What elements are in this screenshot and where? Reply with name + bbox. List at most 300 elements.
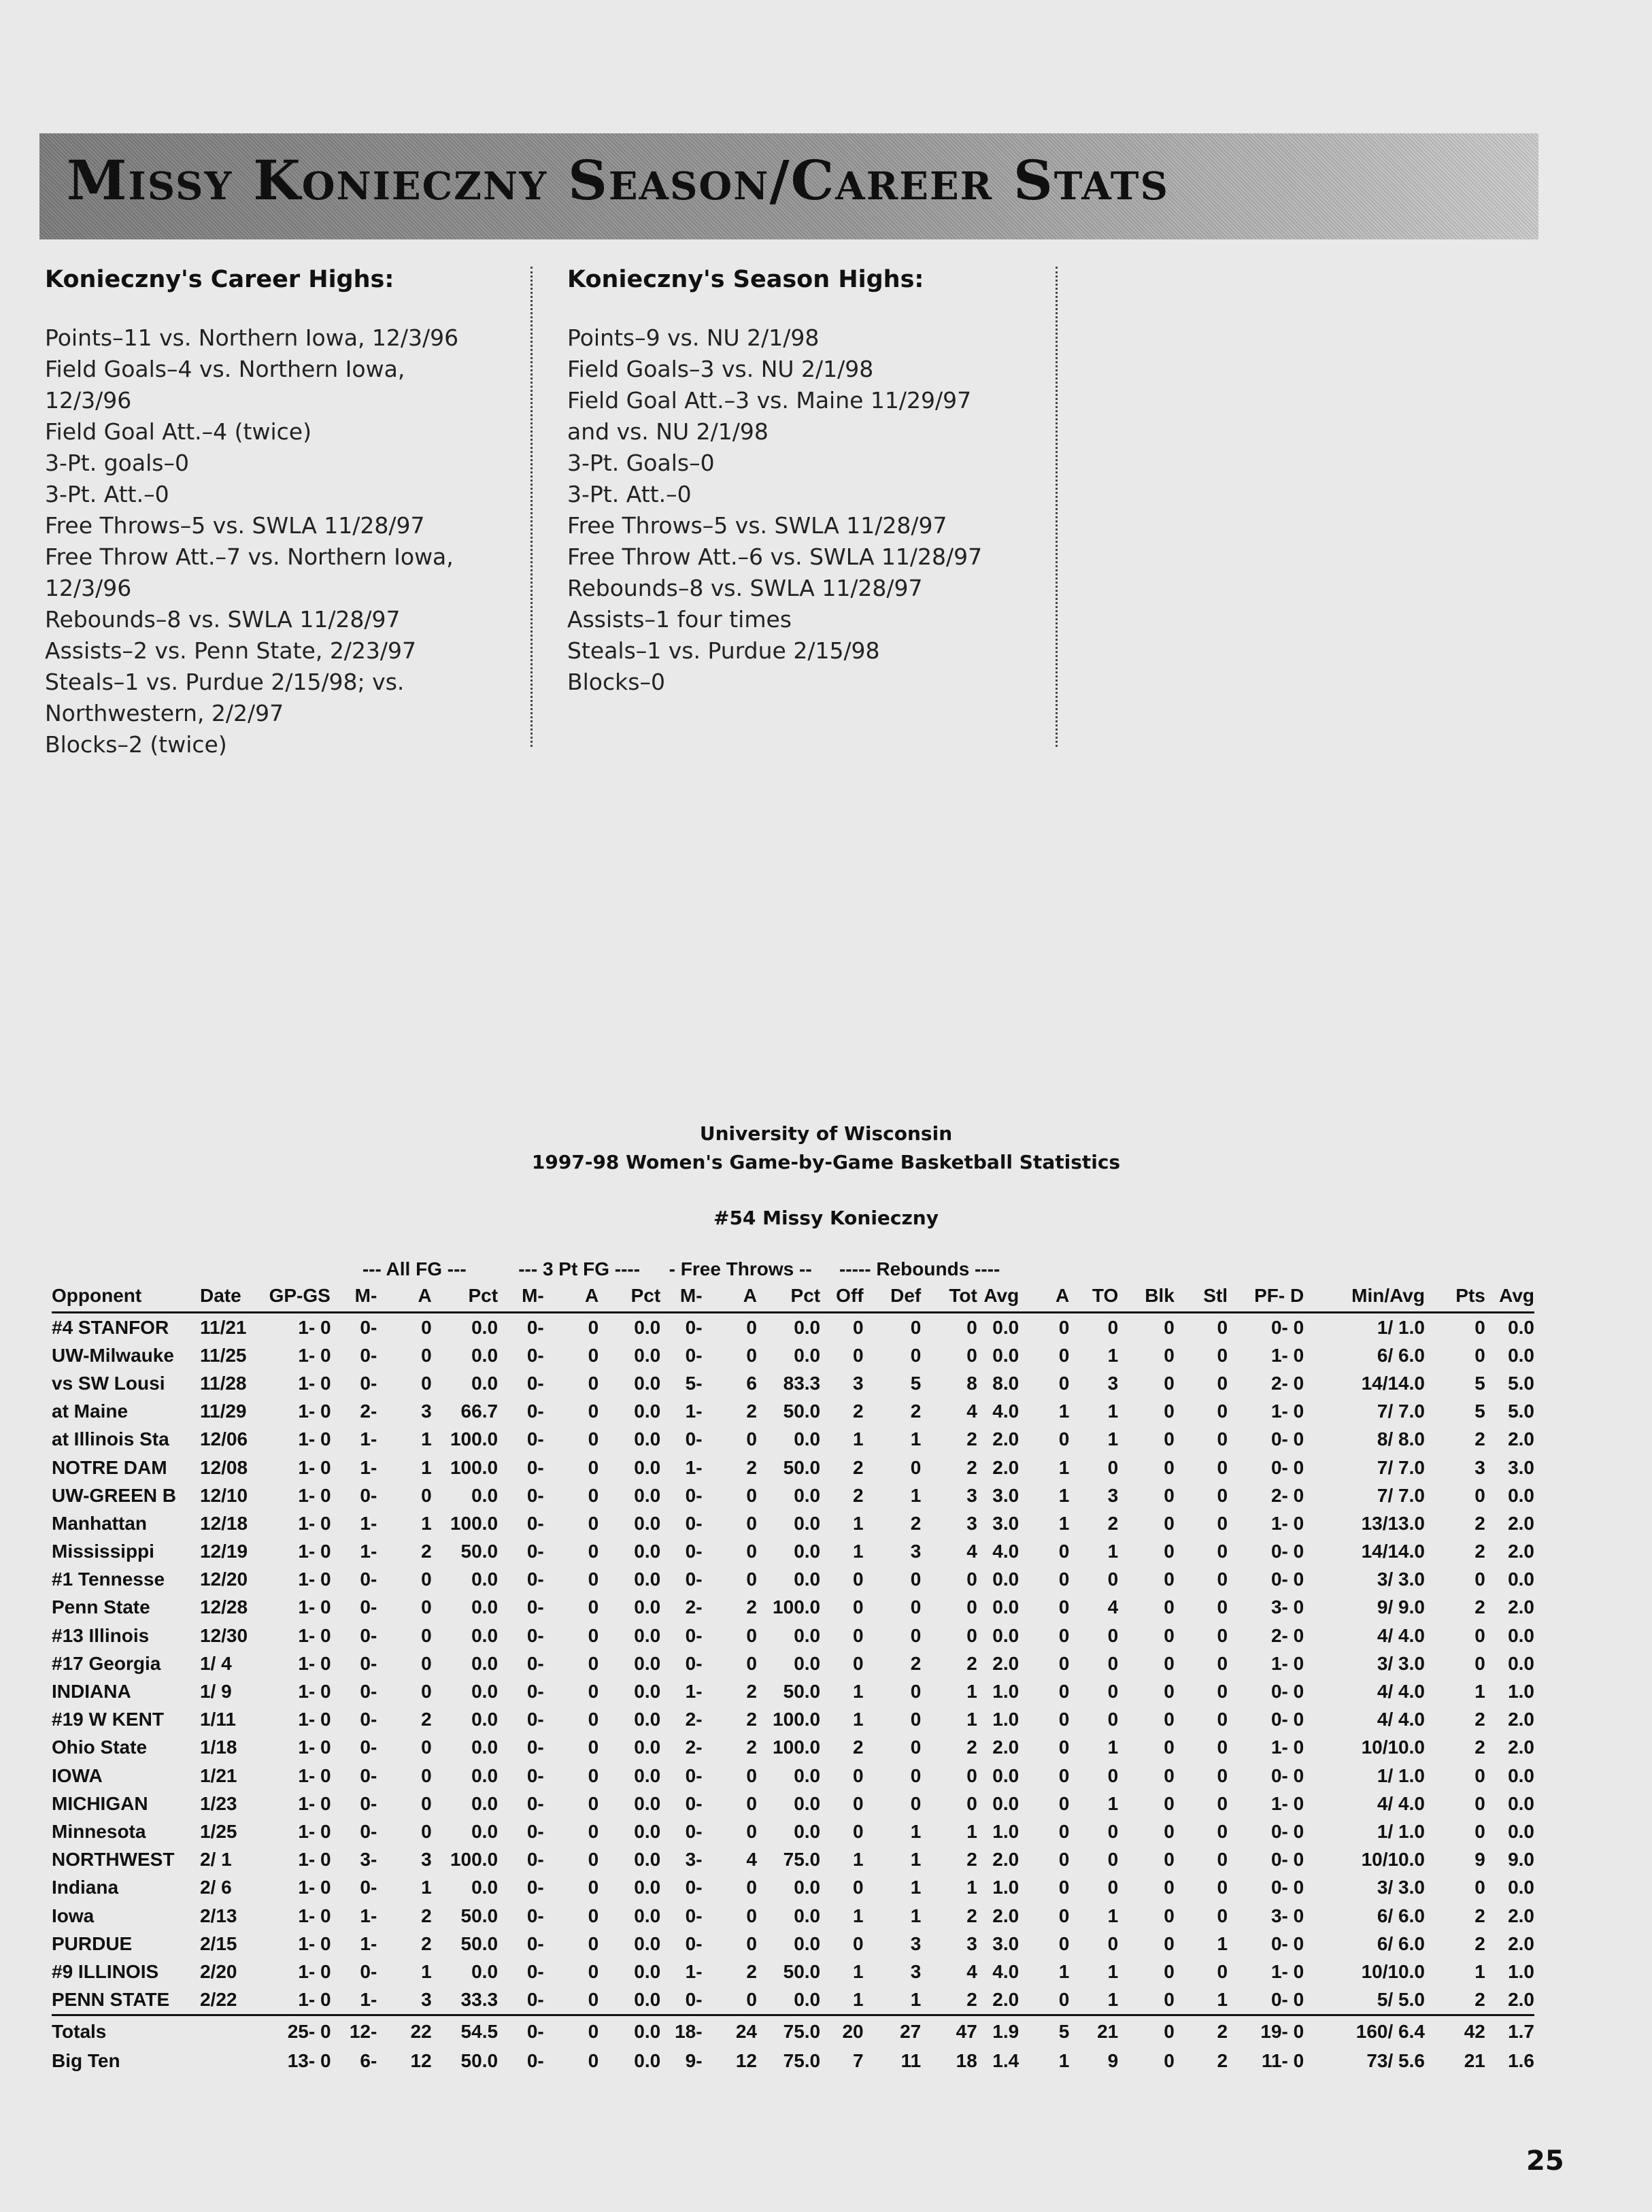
table-cell: 0 [1107,1877,1119,1898]
table-cell: 0- [685,1624,703,1646]
table-cell: 1 [1107,1541,1119,1562]
table-cell: 0.0 [1508,1316,1534,1338]
table-cell: 3/ 3.0 [1377,1569,1425,1590]
table-cell: 0- [360,1681,377,1703]
table-cell: 1- [360,1428,377,1450]
table-cell: 83.3 [783,1372,821,1394]
table-cell: 4 [966,1960,977,1982]
table-cell: 0.0 [1508,1624,1534,1646]
table-cell: 0 [966,1596,977,1618]
table-cell: 3- [685,1849,703,1871]
season-highs-heading: Konieczny's Season Highs: [567,266,924,293]
table-cell: 4/ 4.0 [1377,1624,1425,1646]
table-cell: 0- [685,1512,703,1534]
table-row [52,1538,1534,1566]
table-cell: 0.0 [1508,1344,1534,1366]
table-cell: NOTRE DAM [52,1456,167,1478]
table-cell: 0 [1058,1709,1070,1730]
column-header: Tot [921,1280,977,1313]
table-cell: 0 [746,1905,757,1926]
table-cell: 1 [966,1709,977,1730]
table-cell: 5.0 [1508,1401,1534,1422]
table-cell: 2/ 6 [199,1877,232,1898]
table-cell: 0.0 [471,1569,499,1590]
table-cell: 0 [1217,1456,1228,1478]
table-cell: 0.0 [599,2015,660,2047]
table-cell: 0 [1058,1737,1070,1758]
column-header: Avg [977,1280,1019,1313]
table-cell: 0 [1217,1428,1228,1450]
table-row [52,1986,1534,2015]
column-header: M- [498,1280,544,1313]
table-cell: 0 [1058,1652,1070,1674]
table-cell: PURDUE [52,1932,133,1954]
table-row [52,1369,1534,1397]
table-cell: 1- 0 [298,1372,331,1394]
table-cell: 0.0 [471,1820,499,1842]
column-header: Avg [1485,1280,1534,1313]
table-cell: 2 [746,1456,757,1478]
table-cell: 1- 0 [298,1960,331,1982]
table-cell: 0 [421,1624,432,1646]
table-cell: 1 [853,1709,864,1730]
table-cell: 0.0 [634,1764,661,1786]
table-cell [200,2047,269,2075]
table-cell: 2 [746,1596,757,1618]
table-cell: 2/20 [199,1960,237,1982]
table-cell: 3 [910,1960,922,1982]
table-cell: 0.0 [634,1372,661,1394]
table-cell: 0 [1164,1960,1175,1982]
table-cell: 0.0 [634,1792,661,1814]
table-cell: 2 [966,1989,977,2011]
table-cell: 2.0 [1508,1512,1534,1534]
table-cell: 0 [1474,1344,1485,1366]
table-cell: 2 [966,1652,977,1674]
table-cell: 0.0 [1508,1792,1534,1814]
table-cell: 12/18 [199,1512,248,1534]
table-cell: 0.0 [634,1737,661,1758]
table-cell: 1- 0 [298,1681,331,1703]
column-divider [1056,267,1058,747]
table-cell: 2.0 [992,1737,1019,1758]
table-cell: 0- [526,1569,544,1590]
table-cell: 2.0 [992,1989,1019,2011]
table-cell: 0 [1107,1652,1119,1674]
table-cell: 0- 0 [1270,1541,1304,1562]
table-cell: 0.0 [794,1569,821,1590]
table-cell: 0- [360,1484,377,1506]
table-cell: 9 [1107,2050,1119,2072]
table-cell: 1.0 [992,1709,1019,1730]
table-cell: 2- 0 [1270,1484,1304,1506]
table-cell: 2 [853,1484,864,1506]
table-cell: 0.0 [794,1484,821,1506]
table-cell: 0.0 [634,1905,661,1926]
table-cell: 0 [1474,1877,1485,1898]
table-cell: 1- 0 [1270,1792,1304,1814]
table-cell: 0 [1164,1989,1175,2011]
table-cell: 0 [421,1372,432,1394]
table-cell: 0- [526,1428,544,1450]
table-cell: at Illinois Sta [52,1428,169,1450]
table-cell: 0- [360,1737,377,1758]
column-header: M- [660,1280,702,1313]
table-cell: 0 [588,1401,599,1422]
table-cell: Manhattan [52,1512,147,1534]
table-cell: 2 [910,1512,922,1534]
table-cell: 2/13 [199,1905,237,1926]
table-cell: 0.0 [634,1512,661,1534]
table-cell: 0- [360,1624,377,1646]
table-cell: 0 [1217,1401,1228,1422]
table-cell: 100.0 [450,1512,499,1534]
table-cell: 0 [1058,1596,1070,1618]
table-cell: 2/22 [199,1989,237,2011]
table-cell: 0 [853,1596,864,1618]
table-cell: 10/10.0 [1361,1849,1425,1871]
group-header-row [52,1252,1534,1280]
table-cell: 0- [526,1401,544,1422]
table-cell: 1.4 [992,2050,1019,2072]
table-cell: 0- [526,1709,544,1730]
table-cell: 0 [746,1624,757,1646]
table-cell: 1.6 [1508,2050,1534,2072]
table-cell: 0 [588,1569,599,1590]
totals-body [52,2015,1534,2075]
table-cell: 0 [910,1709,922,1730]
table-cell: 0.0 [471,1960,499,1982]
table-cell: 0- [526,1877,544,1898]
table-cell: 2 [1474,1905,1485,1926]
title-banner [39,133,1538,239]
table-cell: 1- 0 [298,1624,331,1646]
table-cell: 0- [360,1596,377,1618]
column-header: Pts [1425,1280,1485,1313]
table-cell: 8 [966,1372,977,1394]
table-cell: 2.0 [1508,1709,1534,1730]
table-cell: 50.0 [783,1960,821,1982]
column-header: TO [1069,1280,1118,1313]
table-cell: 1 [1107,1401,1119,1422]
table-cell: 0 [1058,1792,1070,1814]
table-cell: 0 [1058,1541,1070,1562]
table-cell: 0- [360,1764,377,1786]
table-cell: 0.0 [634,1624,661,1646]
table-cell: 0.0 [794,1316,821,1338]
table-cell: 5 [1474,1401,1485,1422]
table-cell: 0- [526,1737,544,1758]
table-cell: 0 [966,1569,977,1590]
table-cell: 0 [1058,1316,1070,1338]
table-cell: 0- [685,1569,703,1590]
table-cell: 11/25 [199,1344,247,1366]
table-cell: 12/06 [199,1428,248,1450]
table-cell: 12 [735,2050,757,2072]
table-cell: 1.0 [992,1877,1019,1898]
table-cell: 0 [1164,1709,1175,1730]
column-header: Off [820,1280,863,1313]
table-cell: 2 [910,1652,922,1674]
table-cell: 0 [588,1764,599,1786]
table-cell: 1 [910,1905,922,1926]
table-cell: 1- 0 [1270,1512,1304,1534]
table-cell: 1 [853,1428,864,1450]
table-cell: 0 [853,1344,864,1366]
table-cell: 1 [910,1989,922,2011]
table-cell: 2 [746,1401,757,1422]
table-cell: 0 [910,1316,922,1338]
column-header: M- [331,1280,377,1313]
table-cell: 0- [685,1484,703,1506]
table-cell: 0 [1058,1372,1070,1394]
table-cell: #17 Georgia [52,1652,161,1674]
column-header: GP-GS [269,1280,331,1313]
table-cell: 3 [421,1401,432,1422]
table-cell: 0 [910,1344,922,1366]
table-cell: 0 [421,1596,432,1618]
table-cell: 0 [746,1541,757,1562]
table-cell: 0 [1164,1428,1175,1450]
table-cell: 0- [685,1820,703,1842]
table-cell: 0 [1164,1905,1175,1926]
table-cell: 0 [746,1820,757,1842]
table-cell: 2.0 [1508,1737,1534,1758]
table-cell: 0 [1217,1316,1228,1338]
table-cell: 2.0 [992,1456,1019,1478]
table-cell: 3 [966,1484,977,1506]
table-cell: 0- [526,1484,544,1506]
table-cell: 0.0 [634,1960,661,1982]
table-cell: 0.0 [794,1512,821,1534]
table-cell: 3.0 [1508,1456,1534,1478]
stats-school-header: University of Wisconsin [699,1122,953,1145]
table-cell: 2.0 [1508,1905,1534,1926]
table-cell: 1 [853,1905,864,1926]
table-cell: 0 [588,1596,599,1618]
table-row [52,1930,1534,1958]
table-cell: 2- [360,1401,377,1422]
table-cell: 0 [1164,1820,1175,1842]
table-cell: 0 [1058,1849,1070,1871]
table-cell: 0 [1164,1372,1175,1394]
stats-season-header: 1997-98 Women's Game-by-Game Basketball Statistics [531,1151,1121,1173]
table-cell: 47 [921,2015,977,2047]
table-cell: 12/20 [199,1569,248,1590]
table-cell: 100.0 [773,1709,821,1730]
table-cell: 2.0 [992,1652,1019,1674]
table-cell: 1 [1474,1960,1485,1982]
table-cell: 1/ 1.0 [1377,1820,1425,1842]
table-cell: 1/ 9 [199,1681,232,1703]
table-cell: 1- 0 [298,1849,331,1871]
table-cell: 75.0 [783,1849,821,1871]
table-cell: 2.0 [1508,1428,1534,1450]
table-cell: 0- [360,1960,377,1982]
table-cell: 0 [421,1681,432,1703]
table-cell: 1.0 [1508,1681,1534,1703]
table-cell: 0 [1164,1401,1175,1422]
table-cell: 1- 0 [298,1709,331,1730]
season-high-item: 3-Pt. Goals–0 [567,450,715,476]
table-cell: UW-GREEN B [52,1484,176,1506]
table-cell: 0- [360,1709,377,1730]
table-cell: 7/ 7.0 [1377,1456,1425,1478]
table-cell: 50.0 [783,1681,821,1703]
table-cell: 2/ 1 [199,1849,232,1871]
table-cell: Ohio State [52,1737,148,1758]
table-cell: 0 [1474,1792,1485,1814]
table-cell: 2 [853,1456,864,1478]
table-cell: 0 [746,1792,757,1814]
career-high-item: Assists–2 vs. Penn State, 2/23/97 [45,637,417,664]
season-high-item: 3-Pt. Att.–0 [567,481,692,507]
table-cell: 0 [588,1484,599,1506]
table-cell: 1- 0 [298,1596,331,1618]
table-cell: 0.0 [634,1932,661,1954]
table-row [52,1341,1534,1369]
table-cell: 0 [1217,1344,1228,1366]
table-cell: 1 [1107,1960,1119,1982]
table-cell: 0.0 [471,1344,499,1366]
table-cell: 0- [360,1652,377,1674]
table-cell: 0 [746,1344,757,1366]
table-cell: 1.0 [992,1681,1019,1703]
table-cell: 8.0 [992,1372,1019,1394]
table-cell: 0 [746,1932,757,1954]
table-cell: 0.0 [794,1624,821,1646]
table-cell: 0 [1474,1764,1485,1786]
career-highs-heading: Konieczny's Career Highs: [45,266,394,293]
table-cell: 1 [1107,1428,1119,1450]
table-cell: 1 [1107,1905,1119,1926]
table-cell: 0- 0 [1270,1681,1304,1703]
table-cell: 7/ 7.0 [1377,1401,1425,1422]
table-cell: 0 [1058,1764,1070,1786]
table-cell: 1 [853,1989,864,2011]
table-cell: 1- 0 [298,1737,331,1758]
table-cell: 0 [588,2050,599,2072]
table-cell: 0 [1058,1681,1070,1703]
career-highs-column [45,264,480,760]
column-header-row [52,1280,1534,1313]
table-cell: 2 [1217,2050,1228,2072]
table-cell: 1 [421,1512,432,1534]
table-cell: 1- [360,1456,377,1478]
table-cell: 50.0 [783,1401,821,1422]
table-cell: 13/13.0 [1361,1512,1425,1534]
table-cell: 2- 0 [1270,1624,1304,1646]
table-cell: 0.0 [1508,1877,1534,1898]
table-cell: 0 [544,2015,599,2047]
table-cell: 1 [1107,1989,1119,2011]
table-cell: 0- [526,2050,544,2072]
table-cell: 0- [360,1792,377,1814]
table-row [52,1677,1534,1705]
table-cell: 1 [1058,1512,1070,1534]
table-cell: 3.0 [992,1484,1019,1506]
table-cell: 0 [588,1456,599,1478]
table-cell: 1.9 [977,2015,1019,2047]
table-cell: 7/ 7.0 [1377,1484,1425,1506]
table-cell: 0.0 [794,1932,821,1954]
table-cell: 1- 0 [298,1512,331,1534]
table-cell: 0.0 [634,1401,661,1422]
table-cell: 1- [360,1932,377,1954]
table-cell: 2 [746,1709,757,1730]
table-cell: 0- [685,1877,703,1898]
table-cell: Minnesota [52,1820,146,1842]
table-cell: 3 [853,1372,864,1394]
table-cell: 0 [1107,1681,1119,1703]
table-cell: 1- 0 [298,1877,331,1898]
table-cell: 1 [1058,1401,1070,1422]
table-cell: 0 [1107,1316,1119,1338]
table-cell: 0- [360,1569,377,1590]
table-cell: 0 [910,1456,922,1478]
table-cell: 0 [1107,1569,1119,1590]
table-cell: 10/10.0 [1361,1960,1425,1982]
table-cell: 0 [588,1512,599,1534]
table-cell: 0 [1217,1905,1228,1926]
table-cell: 0 [1217,1624,1228,1646]
table-cell: 0 [910,1681,922,1703]
table-cell: Iowa [52,1905,95,1926]
table-cell: 3 [1107,1372,1119,1394]
table-cell: 24 [703,2015,757,2047]
table-cell: 0 [853,1569,864,1590]
table-cell: 2 [1474,1541,1485,1562]
table-cell: 2.0 [992,1849,1019,1871]
table-cell: 0 [1107,1932,1119,1954]
table-cell: 3 [1474,1456,1485,1478]
table-cell: 2 [853,1401,864,1422]
table-cell: Big Ten [52,2050,120,2072]
table-cell: 1- 0 [1270,1737,1304,1758]
table-cell: 1- 0 [1270,1401,1304,1422]
table-cell: 11- 0 [1261,2050,1304,2072]
table-cell: 0 [1058,1569,1070,1590]
table-cell: 0 [588,1792,599,1814]
table-cell: 0 [1164,1792,1175,1814]
table-cell: 1 [1217,1989,1228,2011]
table-cell: 0 [1164,1569,1175,1590]
table-cell: 0 [966,1792,977,1814]
table-cell: 0 [1058,1624,1070,1646]
table-cell: 2 [910,1401,922,1422]
table-cell: 1 [421,1456,432,1478]
table-cell: 0.0 [794,1764,821,1786]
table-cell: 0- 0 [1270,1316,1304,1338]
column-header: Min/Avg [1304,1280,1425,1313]
table-cell: 2.0 [992,1428,1019,1450]
table-cell: 2- [685,1737,703,1758]
table-cell: 1- 0 [298,1428,331,1450]
table-cell: 0 [1164,1316,1175,1338]
table-cell: 1 [853,1849,864,1871]
table-cell: 1 [1107,1737,1119,1758]
table-cell: 2 [966,1905,977,1926]
table-cell: 0- [526,1456,544,1478]
career-high-item: Steals–1 vs. Purdue 2/15/98; vs. Northwestern, 2/2/97 [45,669,405,726]
table-cell: 3 [966,1512,977,1534]
table-cell: 0- [526,1849,544,1871]
table-cell: 1- 0 [298,1932,331,1954]
season-high-item: Free Throw Att.–6 vs. SWLA 11/28/97 [567,543,983,570]
column-header: A [703,1280,757,1313]
table-cell: 0 [746,1989,757,2011]
table-cell: 0 [588,1316,599,1338]
